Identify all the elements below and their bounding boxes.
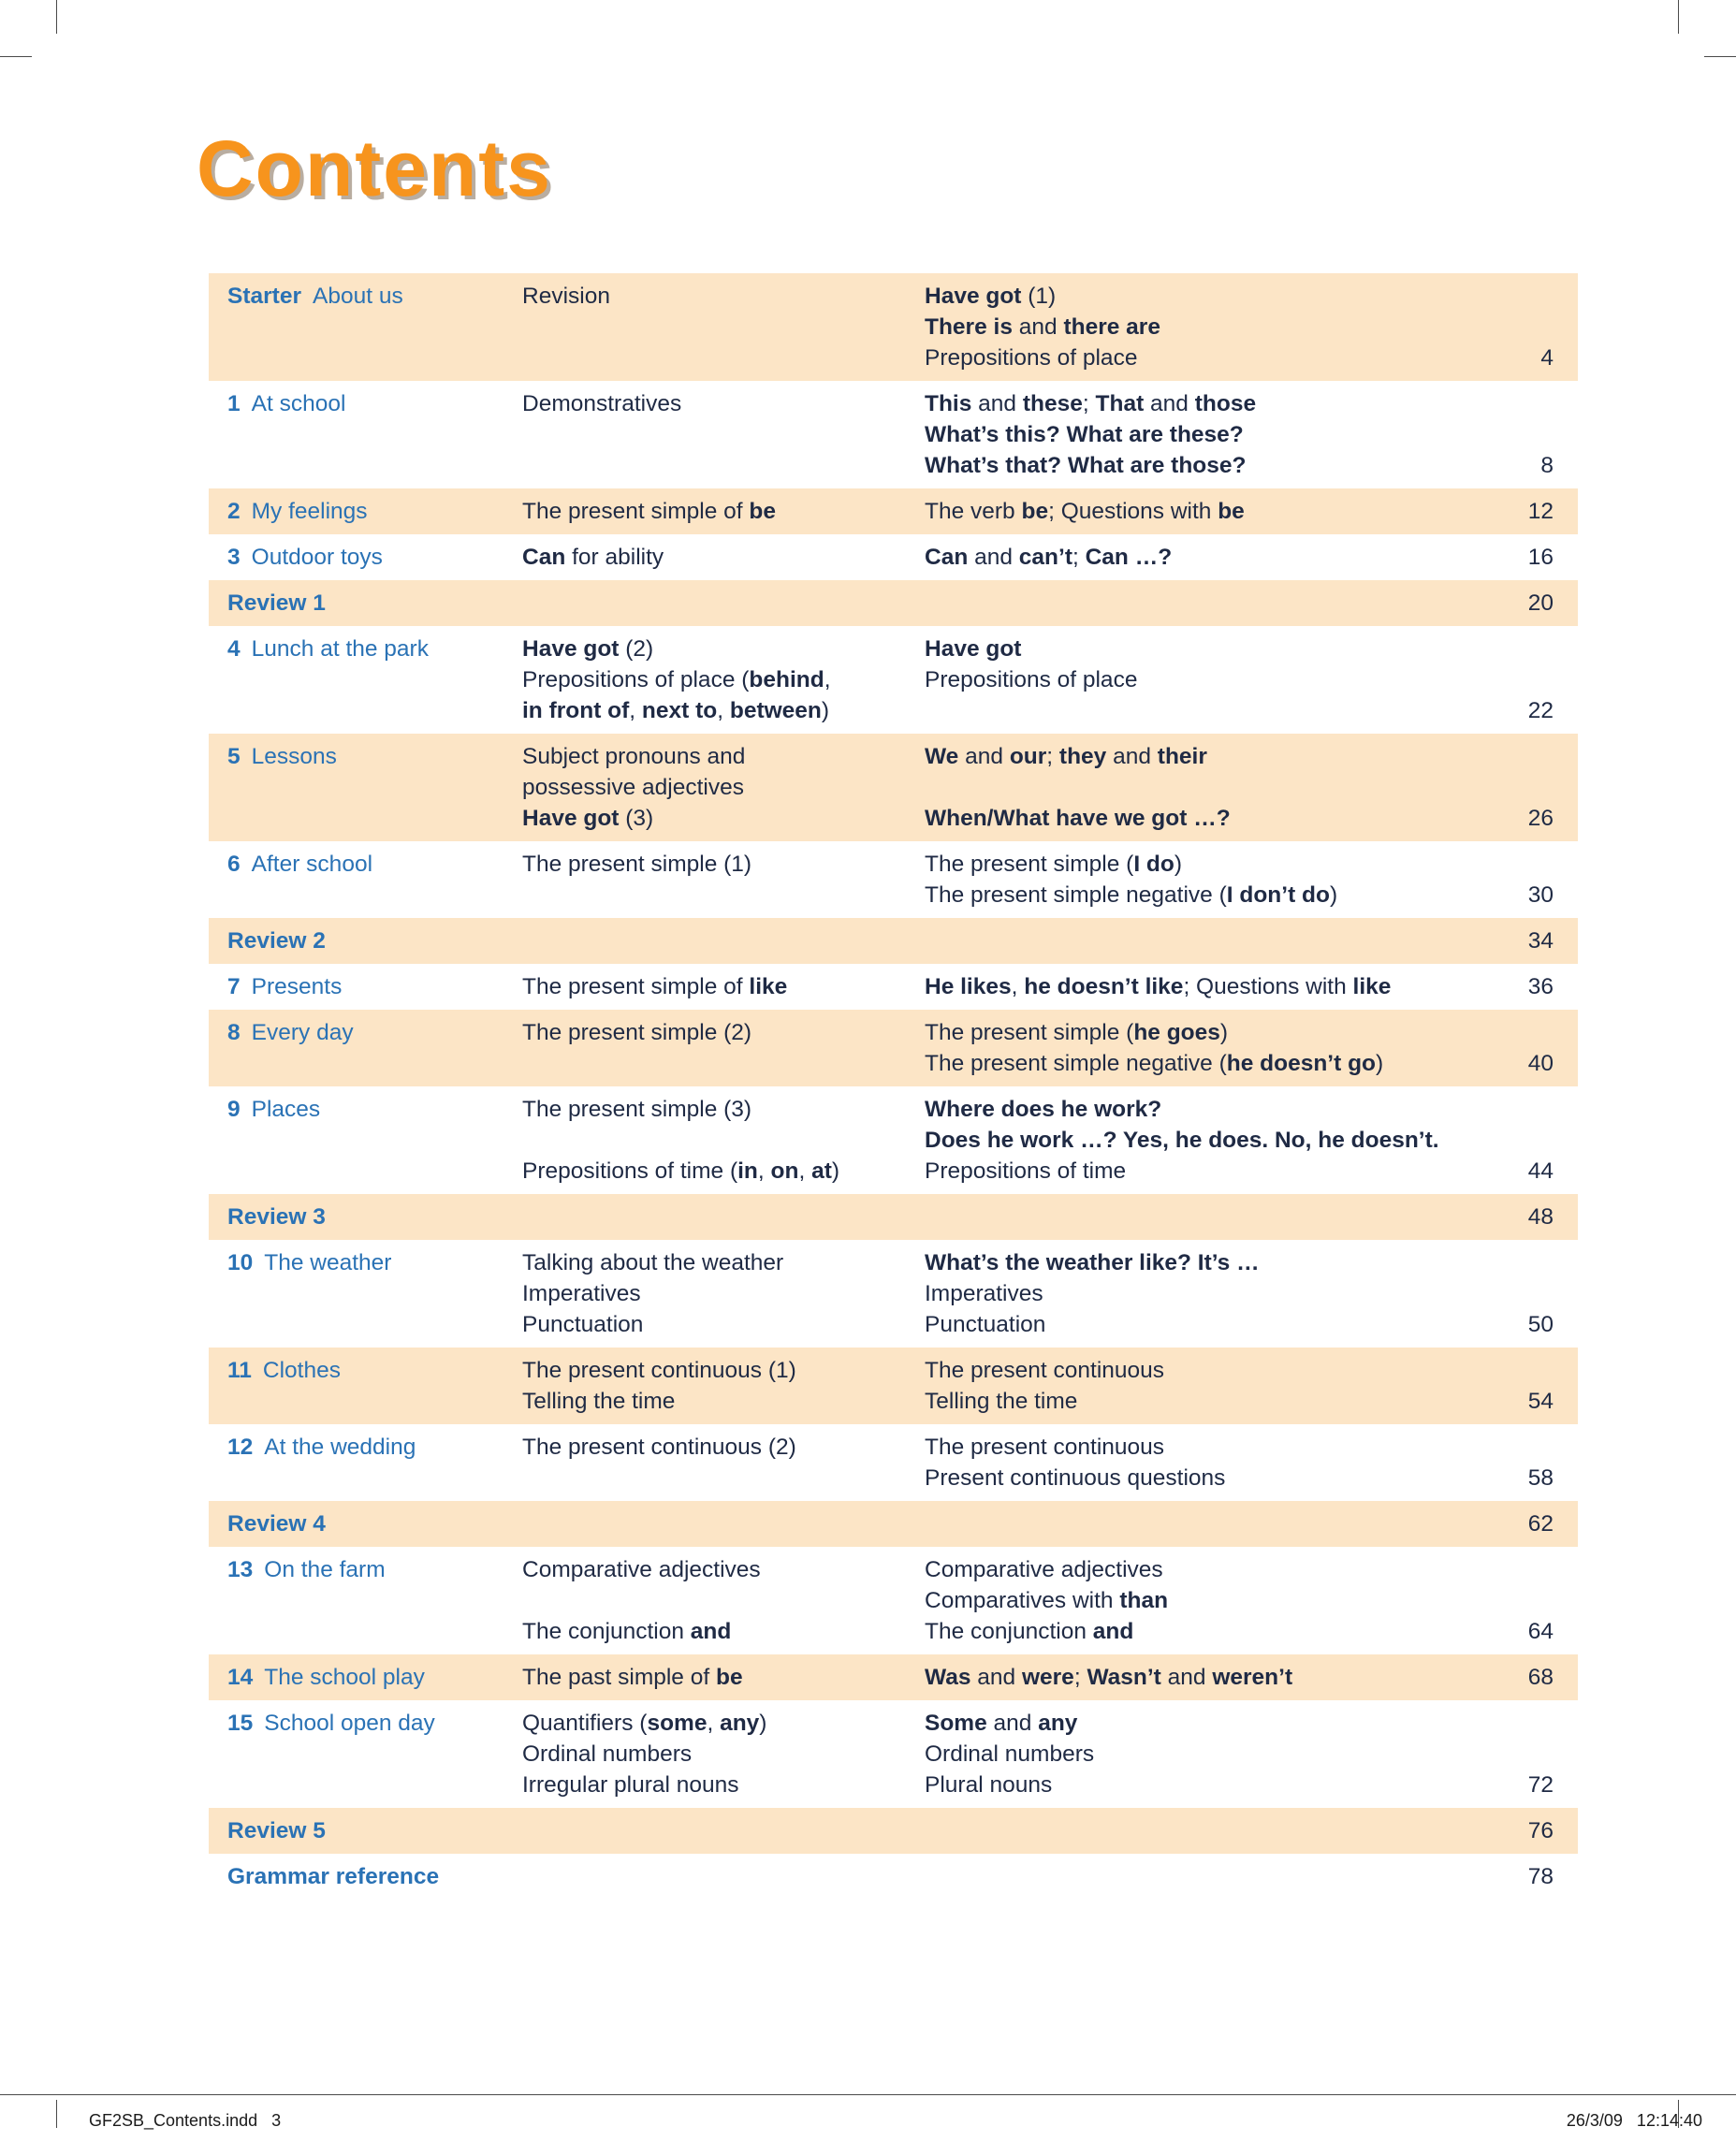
unit-cell bbox=[209, 1355, 522, 1386]
unit-number: 10 bbox=[227, 1250, 254, 1275]
unit-cell bbox=[209, 1662, 522, 1693]
text-line: Have got (2) bbox=[522, 636, 654, 662]
unit-cell bbox=[209, 542, 522, 573]
text-line: What’s the weather like? It’s … bbox=[925, 1250, 1260, 1275]
text-line: The conjunction and bbox=[925, 1619, 1134, 1644]
grammar-cell bbox=[522, 849, 925, 880]
grammar-cell bbox=[522, 1708, 925, 1800]
unit-row bbox=[209, 1547, 1578, 1654]
text-line: Talking about the weather bbox=[522, 1250, 784, 1275]
unit-cell bbox=[209, 1554, 522, 1585]
text-line: The present simple (I do) bbox=[925, 852, 1183, 877]
text-line: Some and any bbox=[925, 1711, 1078, 1736]
unit-title: On the farm bbox=[264, 1557, 386, 1582]
section-label: Review 1 bbox=[227, 590, 326, 616]
text-line: Subject pronouns and bbox=[522, 744, 746, 769]
review-row bbox=[209, 1501, 1578, 1547]
text-line: possessive adjectives bbox=[522, 775, 744, 800]
crop-mark bbox=[1704, 56, 1736, 57]
crop-mark bbox=[56, 0, 57, 34]
unit-cell bbox=[209, 388, 522, 419]
grammar-cell bbox=[522, 1247, 925, 1340]
crop-rule bbox=[0, 2094, 1736, 2095]
crop-mark bbox=[56, 2100, 57, 2128]
unit-row bbox=[209, 534, 1578, 580]
text-line: Have got (1) bbox=[925, 284, 1057, 309]
page-number: 20 bbox=[1527, 590, 1554, 616]
text-line: Plural nouns bbox=[925, 1772, 1053, 1798]
grammar-cell bbox=[522, 1094, 925, 1187]
unit-number: 9 bbox=[227, 1097, 241, 1122]
page-number: 40 bbox=[1527, 1051, 1554, 1076]
text-line: Comparative adjectives bbox=[522, 1557, 761, 1582]
unit-row bbox=[209, 1086, 1578, 1194]
text-line: The present simple (2) bbox=[522, 1020, 752, 1045]
unit-number: 14 bbox=[227, 1665, 254, 1690]
page-number: 62 bbox=[1527, 1511, 1554, 1537]
text-line: Comparative adjectives bbox=[925, 1557, 1163, 1582]
section-label: Review 2 bbox=[227, 928, 326, 954]
page-number: 12 bbox=[1527, 499, 1554, 524]
unit-number: 15 bbox=[227, 1711, 254, 1736]
grammar-cell bbox=[522, 971, 925, 1002]
contents-table bbox=[209, 273, 1578, 1900]
page-number: 48 bbox=[1527, 1204, 1554, 1230]
unit-row bbox=[209, 1700, 1578, 1808]
page-number: 16 bbox=[1527, 545, 1554, 570]
unit-row bbox=[209, 626, 1578, 734]
text-line: The present simple negative (he doesn’t go) bbox=[925, 1051, 1384, 1076]
unit-title: Presents bbox=[251, 974, 343, 999]
print-footer bbox=[89, 2111, 1702, 2131]
page-number: 50 bbox=[1527, 1312, 1554, 1337]
text-line: The present continuous (1) bbox=[522, 1358, 796, 1383]
page-number: 78 bbox=[1527, 1864, 1554, 1889]
unit-cell bbox=[209, 1708, 522, 1739]
text-line: Prepositions of time bbox=[925, 1158, 1127, 1184]
review-row bbox=[209, 918, 1578, 964]
text-line: Was and were; Wasn’t and weren’t bbox=[925, 1665, 1293, 1690]
grammar-cell bbox=[522, 281, 925, 312]
text-line bbox=[925, 772, 1486, 803]
unit-title: The weather bbox=[264, 1250, 392, 1275]
page-number: 36 bbox=[1527, 974, 1554, 999]
page-number: 30 bbox=[1527, 882, 1554, 908]
grammar-focus-cell bbox=[925, 1355, 1486, 1417]
unit-row bbox=[209, 381, 1578, 488]
grammar-focus-cell bbox=[925, 849, 1486, 910]
unit-title: At the wedding bbox=[264, 1435, 416, 1460]
unit-row bbox=[209, 1654, 1578, 1700]
unit-cell bbox=[209, 1017, 522, 1048]
unit-cell bbox=[209, 1247, 522, 1278]
unit-cell bbox=[209, 1861, 522, 1892]
unit-cell bbox=[209, 634, 522, 664]
text-line: The past simple of be bbox=[522, 1665, 743, 1690]
text-line: Prepositions of place bbox=[925, 345, 1138, 371]
unit-number: Starter bbox=[227, 284, 301, 309]
grammar-focus-cell bbox=[925, 496, 1486, 527]
text-line: When/What have we got …? bbox=[925, 806, 1231, 831]
page-number: 54 bbox=[1527, 1389, 1554, 1414]
grammar-cell bbox=[522, 496, 925, 527]
unit-row bbox=[209, 1010, 1578, 1086]
unit-cell bbox=[209, 588, 522, 619]
text-line: Telling the time bbox=[925, 1389, 1078, 1414]
text-line: Prepositions of place (behind, bbox=[522, 667, 831, 692]
unit-cell bbox=[209, 849, 522, 880]
grammar-focus-cell bbox=[925, 388, 1486, 481]
grammar-focus-cell bbox=[925, 741, 1486, 834]
text-line: Prepositions of time (in, on, at) bbox=[522, 1158, 840, 1184]
page-title: Contents bbox=[197, 124, 552, 212]
unit-number: 13 bbox=[227, 1557, 254, 1582]
unit-title: The school play bbox=[264, 1665, 425, 1690]
page-number: 68 bbox=[1527, 1665, 1554, 1690]
page-number: 58 bbox=[1527, 1465, 1554, 1491]
text-line: Imperatives bbox=[522, 1281, 641, 1306]
text-line: The present continuous (2) bbox=[522, 1435, 796, 1460]
grammar-cell bbox=[522, 1554, 925, 1647]
unit-number: 5 bbox=[227, 744, 241, 769]
unit-title: After school bbox=[251, 852, 373, 877]
unit-title: At school bbox=[251, 391, 346, 416]
unit-cell bbox=[209, 925, 522, 956]
text-line: This and these; That and those bbox=[925, 391, 1257, 416]
text-line: The conjunction and bbox=[522, 1619, 732, 1644]
page-number: 44 bbox=[1527, 1158, 1554, 1184]
unit-row bbox=[209, 1348, 1578, 1424]
text-line: Can and can’t; Can …? bbox=[925, 545, 1173, 570]
unit-title: Every day bbox=[251, 1020, 354, 1045]
review-row bbox=[209, 1194, 1578, 1240]
page-number: 26 bbox=[1527, 806, 1554, 831]
text-line: Can for ability bbox=[522, 545, 664, 570]
text-line: Have got (3) bbox=[522, 806, 654, 831]
text-line: Have got bbox=[925, 636, 1022, 662]
crop-mark bbox=[0, 56, 32, 57]
text-line: Present continuous questions bbox=[925, 1465, 1226, 1491]
page-number: 76 bbox=[1527, 1818, 1554, 1843]
unit-number: 2 bbox=[227, 499, 241, 524]
grammar-cell bbox=[522, 741, 925, 834]
text-line bbox=[522, 1125, 925, 1156]
text-line: The present simple (1) bbox=[522, 852, 752, 877]
section-label: Grammar reference bbox=[227, 1864, 440, 1889]
unit-cell bbox=[209, 1508, 522, 1539]
text-line: Comparatives with than bbox=[925, 1588, 1169, 1613]
page-number: 64 bbox=[1527, 1619, 1554, 1644]
text-line: What’s this? What are these? bbox=[925, 422, 1244, 447]
grammar-focus-cell bbox=[925, 1432, 1486, 1493]
unit-title: Outdoor toys bbox=[251, 545, 383, 570]
grammar-focus-cell bbox=[925, 281, 1486, 373]
unit-title: Clothes bbox=[262, 1358, 341, 1383]
unit-title: Lessons bbox=[251, 744, 337, 769]
text-line: Prepositions of place bbox=[925, 667, 1138, 692]
text-line: We and our; they and their bbox=[925, 744, 1207, 769]
unit-number: 11 bbox=[227, 1358, 252, 1383]
text-line: Telling the time bbox=[522, 1389, 676, 1414]
footer-filename: GF2SB_Contents.indd 3 bbox=[89, 2111, 282, 2130]
text-line: The present simple negative (I don’t do) bbox=[925, 882, 1338, 908]
text-line: He likes, he doesn’t like; Questions with like bbox=[925, 974, 1392, 999]
unit-title: My feelings bbox=[251, 499, 368, 524]
grammar-focus-cell bbox=[925, 542, 1486, 573]
unit-cell bbox=[209, 1202, 522, 1232]
unit-cell bbox=[209, 1432, 522, 1463]
text-line: Punctuation bbox=[925, 1312, 1046, 1337]
grammar-cell bbox=[522, 1017, 925, 1048]
grammar-focus-cell bbox=[925, 1708, 1486, 1800]
grammar-focus-cell bbox=[925, 1554, 1486, 1647]
text-line bbox=[522, 1585, 925, 1616]
text-line: Imperatives bbox=[925, 1281, 1043, 1306]
unit-title: About us bbox=[312, 284, 403, 309]
text-line: Quantifiers (some, any) bbox=[522, 1711, 767, 1736]
footer-timestamp: 26/3/09 12:14:40 bbox=[1566, 2111, 1702, 2130]
unit-number: 12 bbox=[227, 1435, 254, 1460]
text-line: Does he work …? Yes, he does. No, he doesn’t. bbox=[925, 1128, 1439, 1153]
grammar-focus-cell bbox=[925, 634, 1486, 695]
text-line: The present continuous bbox=[925, 1435, 1165, 1460]
unit-cell bbox=[209, 971, 522, 1002]
text-line: The present simple of like bbox=[522, 974, 788, 999]
text-line: Where does he work? bbox=[925, 1097, 1162, 1122]
section-label: Review 4 bbox=[227, 1511, 326, 1537]
text-line: The present continuous bbox=[925, 1358, 1165, 1383]
unit-number: 7 bbox=[227, 974, 241, 999]
unit-number: 6 bbox=[227, 852, 241, 877]
text-line: The verb be; Questions with be bbox=[925, 499, 1245, 524]
reference-row bbox=[209, 1854, 1578, 1900]
unit-row bbox=[209, 488, 1578, 534]
crop-mark bbox=[1678, 0, 1679, 34]
text-line: Demonstratives bbox=[522, 391, 682, 416]
page-number: 72 bbox=[1527, 1772, 1554, 1798]
grammar-cell bbox=[522, 1432, 925, 1463]
review-row bbox=[209, 1808, 1578, 1854]
text-line: The present simple (3) bbox=[522, 1097, 752, 1122]
grammar-focus-cell bbox=[925, 971, 1486, 1002]
unit-number: 1 bbox=[227, 391, 241, 416]
page-number: 22 bbox=[1527, 698, 1554, 723]
unit-cell bbox=[209, 1815, 522, 1846]
unit-row bbox=[209, 964, 1578, 1010]
unit-number: 4 bbox=[227, 636, 241, 662]
grammar-cell bbox=[522, 542, 925, 573]
unit-title: School open day bbox=[264, 1711, 435, 1736]
text-line: What’s that? What are those? bbox=[925, 453, 1247, 478]
page-number: 4 bbox=[1540, 345, 1554, 371]
unit-row bbox=[209, 273, 1578, 381]
unit-cell bbox=[209, 741, 522, 772]
section-label: Review 3 bbox=[227, 1204, 326, 1230]
text-line: Revision bbox=[522, 284, 610, 309]
unit-row bbox=[209, 1240, 1578, 1348]
grammar-cell bbox=[522, 634, 925, 726]
grammar-focus-cell bbox=[925, 1662, 1486, 1693]
grammar-focus-cell bbox=[925, 1247, 1486, 1340]
unit-row bbox=[209, 734, 1578, 841]
grammar-focus-cell bbox=[925, 1094, 1486, 1187]
text-line: Punctuation bbox=[522, 1312, 644, 1337]
grammar-cell bbox=[522, 388, 925, 419]
text-line: The present simple (he goes) bbox=[925, 1020, 1229, 1045]
unit-title: Lunch at the park bbox=[251, 636, 429, 662]
section-label: Review 5 bbox=[227, 1818, 326, 1843]
review-row bbox=[209, 580, 1578, 626]
text-line: Ordinal numbers bbox=[925, 1741, 1095, 1767]
text-line: There is and there are bbox=[925, 314, 1160, 340]
text-line: in front of, next to, between) bbox=[522, 698, 830, 723]
unit-row bbox=[209, 1424, 1578, 1501]
grammar-focus-cell bbox=[925, 1017, 1486, 1079]
unit-number: 3 bbox=[227, 545, 241, 570]
unit-cell bbox=[209, 1094, 522, 1125]
unit-cell bbox=[209, 281, 522, 312]
grammar-cell bbox=[522, 1355, 925, 1417]
text-line: Irregular plural nouns bbox=[522, 1772, 739, 1798]
grammar-cell bbox=[522, 1662, 925, 1693]
unit-number: 8 bbox=[227, 1020, 241, 1045]
text-line: The present simple of be bbox=[522, 499, 776, 524]
page-number: 34 bbox=[1527, 928, 1554, 954]
unit-title: Places bbox=[251, 1097, 321, 1122]
text-line: Ordinal numbers bbox=[522, 1741, 693, 1767]
page-number: 8 bbox=[1540, 453, 1554, 478]
unit-row bbox=[209, 841, 1578, 918]
unit-cell bbox=[209, 496, 522, 527]
